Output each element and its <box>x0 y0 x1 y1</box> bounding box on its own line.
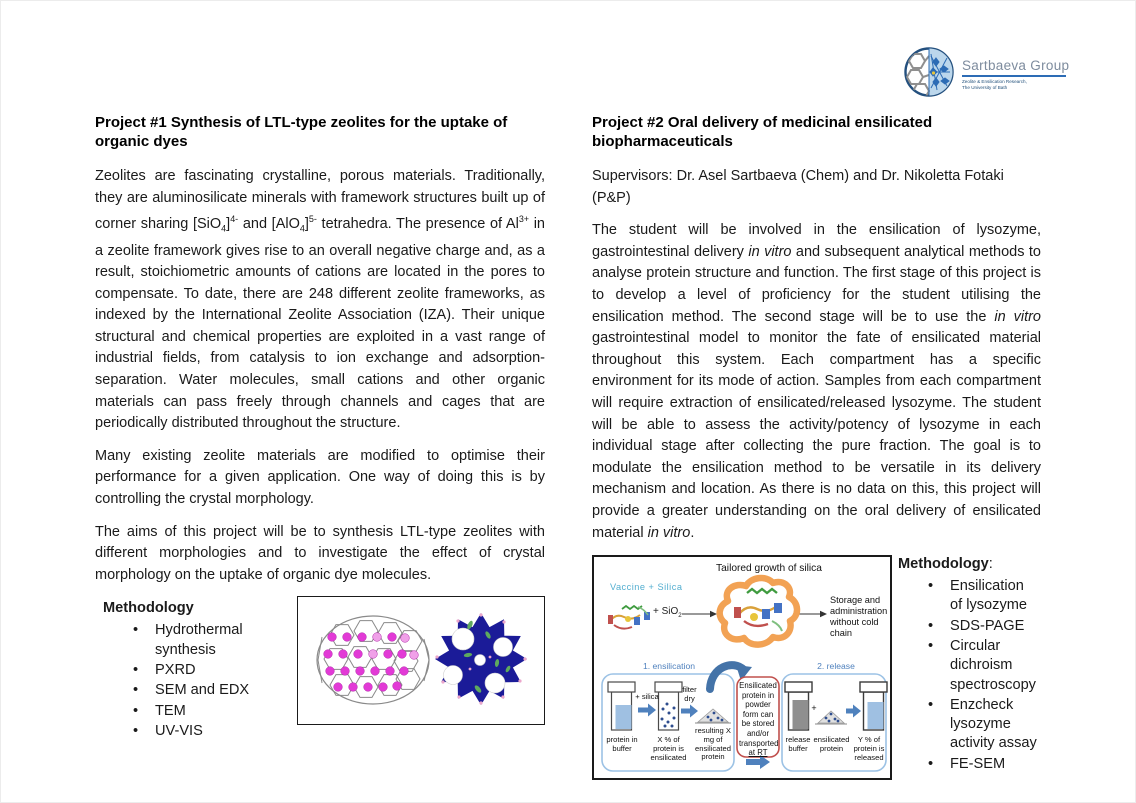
methodology-heading: Methodology: <box>898 556 993 573</box>
beaker3-label: release buffer <box>785 735 811 753</box>
silica-coated-protein-icon <box>720 578 797 645</box>
ensilication-figure <box>592 555 892 780</box>
filter-dry-label: filter dry <box>682 685 697 703</box>
methodology-item: • UV-VIS <box>133 722 298 741</box>
beaker4-label: Y % of protein is released <box>853 735 885 762</box>
sio2-label: + SiO$_2$ <box>653 606 682 620</box>
ltl-framework-illustration <box>317 616 429 704</box>
beaker-ensilicated-suspension-icon <box>655 682 682 730</box>
storage-note-text: Ensilicated protein in powder form can be stored and/or transported at RT <box>739 681 779 758</box>
beaker-release-buffer-icon <box>785 682 812 730</box>
methodology-list <box>928 577 1040 774</box>
plus-silica-label: + silica <box>635 692 659 702</box>
powder1-label: resulting X mg of ensilicated protein <box>695 726 731 762</box>
project1-bottom-row <box>95 599 545 759</box>
plus-label: + <box>811 703 817 714</box>
logo-title: Sartbaeva Group <box>962 58 1070 73</box>
project1-methodology <box>103 599 298 741</box>
fat-arrow-icon <box>846 705 861 718</box>
zeolite-structures-figure <box>297 596 545 725</box>
project1-title: Project #1 Synthesis of LTL-type zeolites for the uptake of organic dyes <box>95 114 508 150</box>
methodology-item: • SEM and EDX <box>133 681 298 700</box>
storage-label: Storage and administration without cold chain <box>830 595 888 639</box>
methodology-item: • Hydrothermal synthesis <box>133 621 298 660</box>
vaccine-silica-label: Vaccine + Silica <box>610 582 683 593</box>
project2-title: Project #2 Oral delivery of medicinal ensilicated biopharmaceuticals <box>592 114 933 150</box>
methodology-item: • Circular dichroism spectroscopy <box>928 637 1040 695</box>
powder2-label: ensilicated protein <box>813 735 850 753</box>
fat-arrow-icon <box>681 705 698 718</box>
fat-arrow-icon <box>638 704 656 717</box>
powder-pile-icon <box>695 709 731 723</box>
methodology-item: • SDS-PAGE <box>928 617 1040 636</box>
project1-paragraph-1: Zeolites are fascinating crystalline, porous materials. Traditionally, they are aluminosilicate minerals with framework structures built up of corner sharing $[SiO_4]^{4-}$ and $[AlO_4]^{5-}$ tetrahedra. The presence of $Al^{3+}$ in a zeolite framework gives rise to an overall negative charge and, as a result, stoichiometric amounts of cations are located in the pores to compensate. To date, there are 248 different zeolite frameworks, as indexed by the International Zeolite Association (IZA). Their unique structural and chemical properties are exploited in a vast range of industrial fields, from catalysis to ion exchange and adsorption-separation. Water molecules, small cations and other organic materials can pass freely through channels and cages that are periodically distributed throughout the structure. <box>95 168 545 432</box>
step1-label: 1. ensilication <box>642 661 696 672</box>
methodology-item: • Ensilication of lysozyme <box>928 577 1040 616</box>
beaker-protein-in-buffer-icon <box>608 682 635 730</box>
project2-methodology <box>898 555 1040 774</box>
logo-subtitle-1: Zeolite & Ensilication Research, <box>962 79 1027 84</box>
beaker1-label: protein in buffer <box>606 735 638 753</box>
powder-pile-icon <box>815 711 847 724</box>
methodology-item: • TEM <box>133 702 298 721</box>
project2-paragraph-1: The student will be involved in the ensilication of lysozyme, gastrointestinal delivery in vitro and subsequent analytical methods to analyse protein structure and function. The first stage of this project is to develop a level of proficiency for the student utilising the ensilication method. The second stage will be to use the in vitro gastrointestinal model to monitor the fate of ensilicated material throughout this system. Each compartment has a specific environment for its mode of action. Samples from each compartment will require extraction of ensilicated/released lysozyme. The student will be able to assess the activity/potency of lysozyme in each individual stage after collecting the pure fraction. The goal is to modulate the ensilication method to be versatile in its delivery mechanism and location. As there is no data on this, this project will provide a greater understanding on the oral delivery of ensilicated material in vitro. <box>592 222 1041 541</box>
figure-title: Tailored growth of silica <box>716 563 822 575</box>
methodology-list <box>133 621 298 741</box>
methodology-heading: Methodology <box>103 600 194 617</box>
logo-subtitle-2: The University of Bath <box>962 84 1008 90</box>
project2-supervisors: Supervisors: Dr. Asel Sartbaeva (Chem) and Dr. Nikoletta Fotaki (P&P) <box>592 168 1004 206</box>
logo-divider <box>962 75 1066 77</box>
methodology-item: • FE-SEM <box>928 755 1040 774</box>
beaker2-label: X % of protein is ensilicated <box>650 735 687 762</box>
methodology-item: • Enzcheck lysozyme activity assay <box>928 696 1040 754</box>
project1-column <box>95 113 545 759</box>
project2-column <box>592 113 1041 790</box>
protein-ribbon-icon <box>608 606 650 629</box>
beaker-released-protein-icon <box>860 682 887 730</box>
logo-emblem-icon <box>903 46 955 98</box>
step2-label: 2. release <box>817 661 855 672</box>
methodology-item: • PXRD <box>133 661 298 680</box>
zeolite-crystal-illustration <box>435 613 527 705</box>
project2-bottom-row <box>592 555 1041 790</box>
project1-paragraph-3: The aims of this project will be to synthesis LTL-type zeolites with different morphologies and to investigate the effect of crystal morphology on the uptake of organic dye molecules. <box>95 523 545 583</box>
project1-paragraph-2: Many existing zeolite materials are modified to optimise their performance for a given application. One way of doing this is by controlling the crystal morphology. <box>95 447 545 508</box>
sartbaeva-group-logo <box>903 46 1069 98</box>
